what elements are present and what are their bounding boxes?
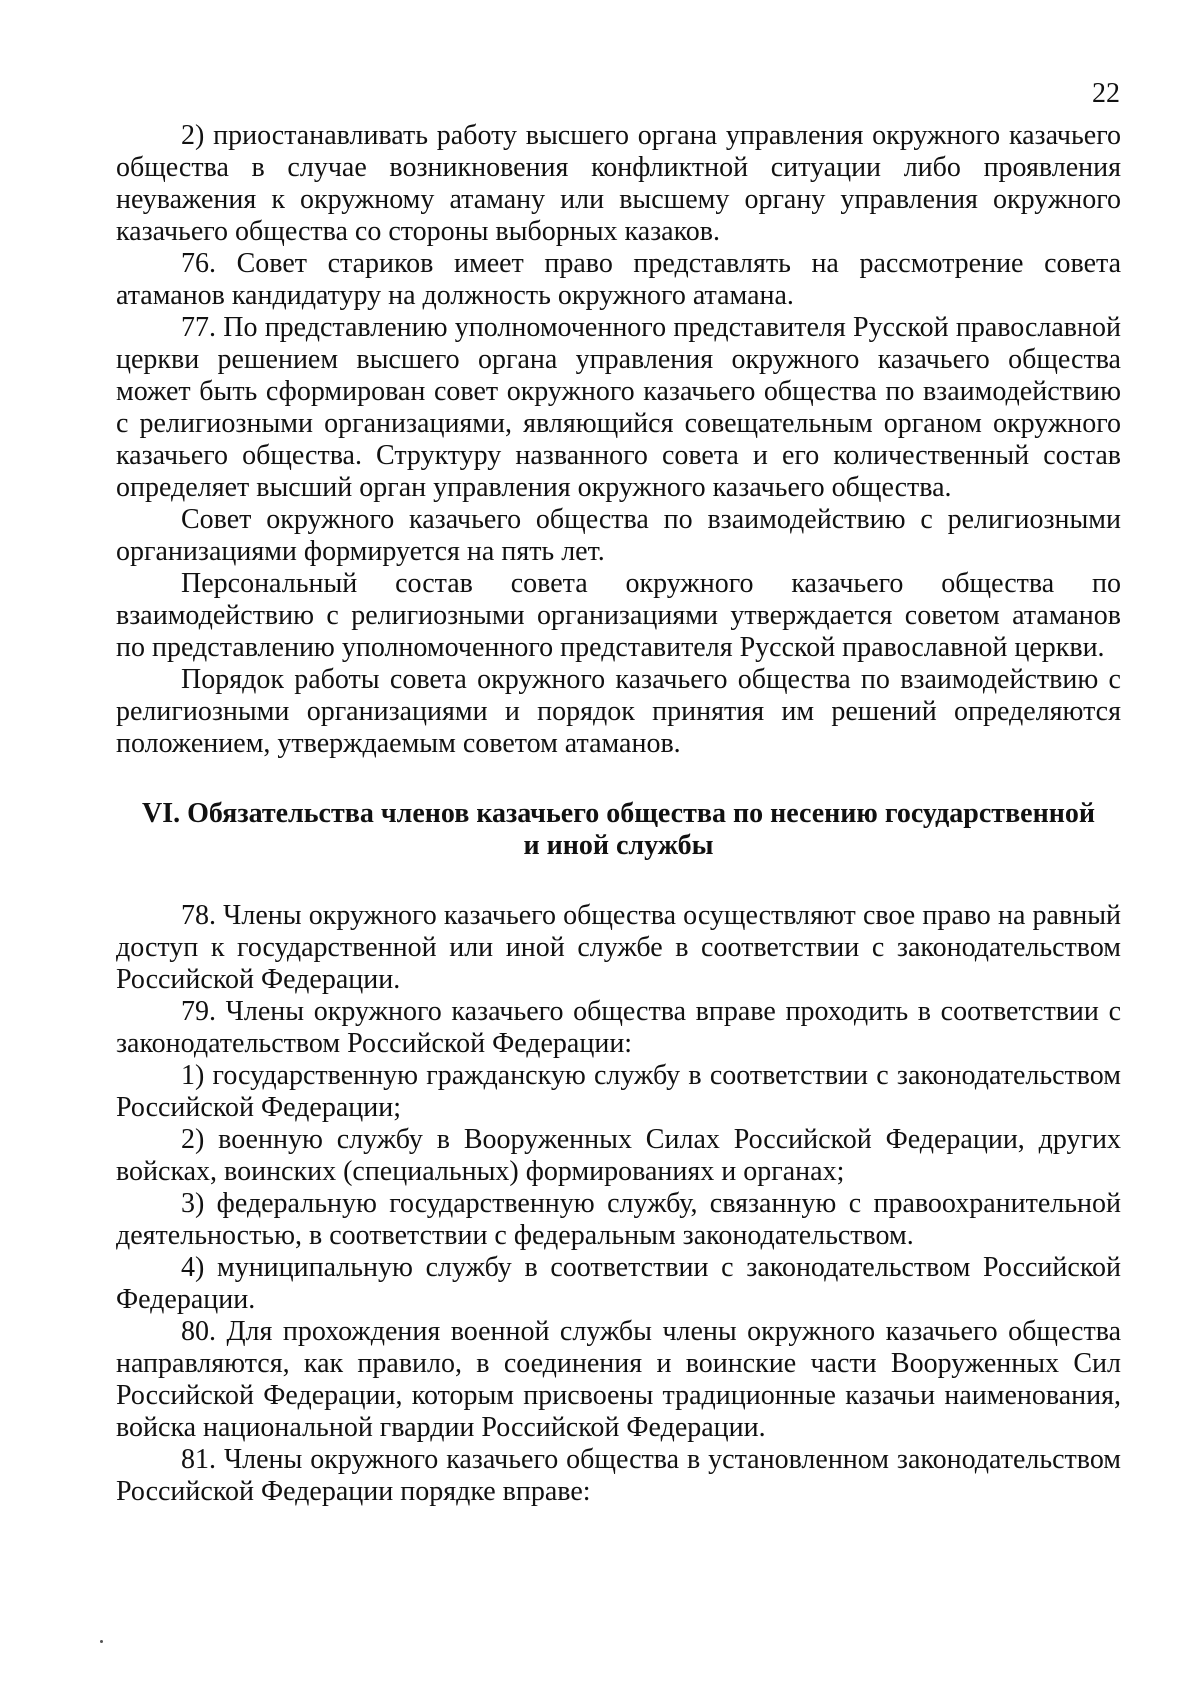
paragraph-80: 80. Для прохождения военной службы члены окружного казачьего общества направляются, как правило, в соединения и воинские части Вооруженных Сил Российской Федерации, которым присвоены традиционные казачьи наименования, войска национальной гвардии Российской Федерации.: [116, 1316, 1121, 1443]
paragraph-item-2-suspend: 2) приостанавливать работу высшего органа управления окружного казачьего общества в случае возникновения конфликтной ситуации либо проявления неуважения к окружному атаману или высшему органу управления окружного казачьего общества со стороны выборных казаков.: [116, 120, 1121, 247]
paragraph-79-item-2: 2) военную службу в Вооруженных Силах Российской Федерации, других войсках, воинских (специальных) формированиях и органах;: [116, 1124, 1121, 1187]
paragraph-79: 79. Члены окружного казачьего общества вправе проходить в соответствии с законодательством Российской Федерации:: [116, 996, 1121, 1059]
paragraph-77: 77. По представлению уполномоченного представителя Русской православной церкви решением высшего органа управления окружного казачьего общества может быть сформирован совет окружного казачьего общества по взаимодействию с религиозными организациями, являющийся совещательным органом окружного казачьего общества. Структуру названного совета и его количественный состав определяет высший орган управления окружного казачьего общества.: [116, 312, 1121, 503]
paragraph-76: 76. Совет стариков имеет право представлять на рассмотрение совета атаманов кандидатуру на должность окружного атамана.: [116, 248, 1121, 311]
paragraph-78: 78. Члены окружного казачьего общества осуществляют свое право на равный доступ к государственной или иной службе в соответствии с законодательством Российской Федерации.: [116, 900, 1121, 995]
paragraph-79-item-3: 3) федеральную государственную службу, связанную с правоохранительной деятельностью, в соответствии с федеральным законодательством.: [116, 1188, 1121, 1251]
paragraph-81: 81. Члены окружного казачьего общества в установленном законодательством Российской Федерации порядке вправе:: [116, 1444, 1121, 1507]
document-body: [116, 120, 1121, 1508]
scan-dot-mark: [100, 1640, 103, 1643]
paragraph-79-item-4: 4) муниципальную службу в соответствии с законодательством Российской Федерации.: [116, 1252, 1121, 1315]
paragraph-79-item-1: 1) государственную гражданскую службу в соответствии с законодательством Российской Федерации;: [116, 1060, 1121, 1123]
paragraph-council-composition: Персональный состав совета окружного казачьего общества по взаимодействию с религиозными организациями утверждается советом атаманов по представлению уполномоченного представителя Русской православной церкви.: [116, 568, 1121, 663]
paragraph-council-procedure: Порядок работы совета окружного казачьего общества по взаимодействию с религиозными организациями и порядок принятия им решений определяются положением, утверждаемым советом атаманов.: [116, 664, 1121, 759]
section-heading-line-2: и иной службы: [523, 830, 714, 861]
paragraph-council-term: Совет окружного казачьего общества по взаимодействию с религиозными организациями формируется на пять лет.: [116, 504, 1121, 567]
section-heading: [116, 798, 1121, 862]
section-heading-line-1: VI. Обязательства членов казачьего общества по несению государственной: [141, 798, 1096, 829]
page-number: 22: [1092, 78, 1120, 109]
